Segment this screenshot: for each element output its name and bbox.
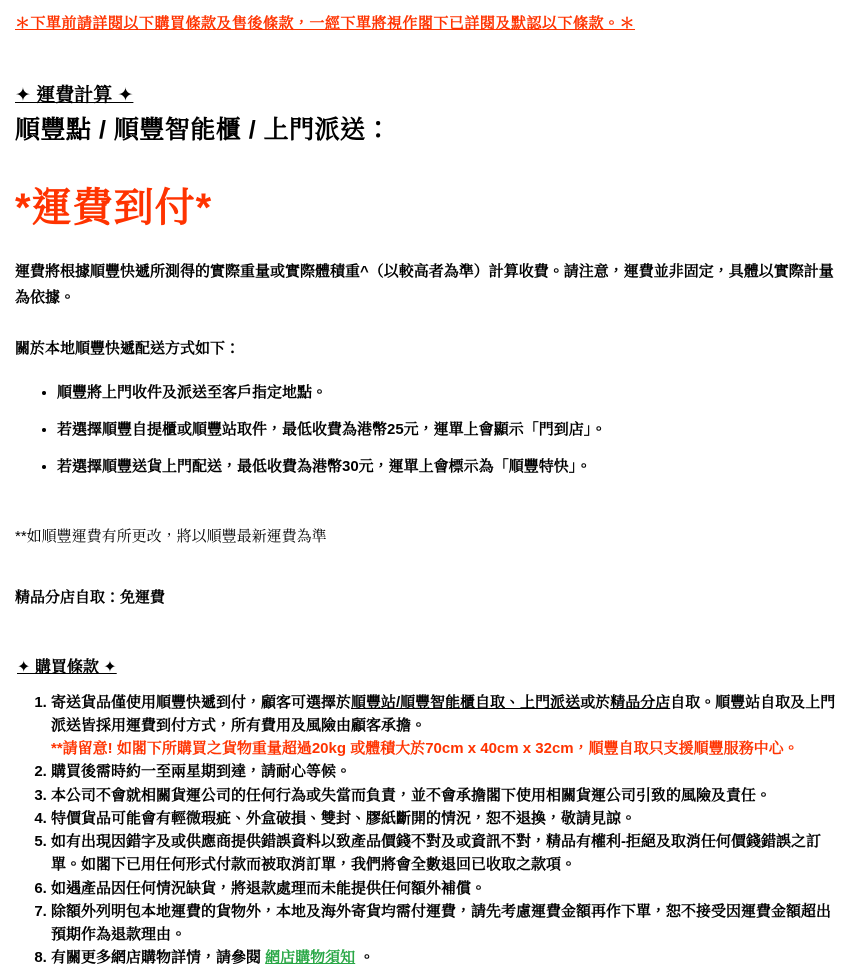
shipping-calc-heading: ✦ 運費計算 ✦ <box>15 85 134 106</box>
freight-calculation-intro: 運費將根據順豐快遞所測得的實際重量或實際體積重^（以較高者為準）計算收費。請注意，運費並非固定，具體以實際計量為依據。 <box>15 263 834 306</box>
term-item-pricing-errors <box>51 830 845 877</box>
term-text: 如有出現因錯字及或供應商提供錯誤資料以致產品價錢不對及或資訊不對，精品有權利-拒絕及取消任何價錢錯誤之訂單。如閣下已用任何形式付款而被取消訂單，我們將會全數退回已收取之款項。 <box>51 833 822 874</box>
term-item-more-info <box>51 946 845 969</box>
term-text: 自取。順豐站自取及上門派送皆採用運費到付方式，所有費用及風險由顧客承擔。 <box>51 693 836 734</box>
term-text: 。 <box>355 949 375 967</box>
freight-change-note: **如順豐運費有所更改，將以順豐最新運費為準 <box>15 527 327 545</box>
term-text: 購買後需時約一至兩星期到達，請耐心等候。 <box>51 763 352 781</box>
pre-order-notice-banner: ＊下單前請詳閱以下購買條款及售後條款，一經下單將視作閣下已詳閱及默認以下條款。＊ <box>15 15 636 32</box>
term-item-delivery-time <box>51 760 845 783</box>
term-item-shipping-method <box>51 691 845 761</box>
list-item-home-delivery <box>57 456 845 477</box>
purchase-terms-heading: ✦ 購買條款 ✦ <box>17 658 117 676</box>
term-text: 除額外列明包本地運費的貨物外，本地及海外寄貨均需付運費，請先考慮運費金額再作下單，恕不接受因運費金額超出預期作為退款理由。 <box>51 902 832 943</box>
term-text: 或於 <box>580 693 611 711</box>
shop-guide-link[interactable]: 網店購物須知 <box>265 949 356 967</box>
purchase-terms-list <box>15 691 845 970</box>
term-text: 特價貨品可能會有輕微瑕疵、外盒破損、雙封、膠紙斷開的情況，恕不退換，敬請見諒。 <box>51 809 637 827</box>
term-item-sale-goods-condition <box>51 807 845 830</box>
term-text: 本公司不會就相關貨運公司的任何行為或失當而負責，並不會承擔閣下使用相關貨運公司引致的風險及責任。 <box>51 786 772 804</box>
term-text: 有關更多網店購物詳情，請參閱 <box>51 949 266 967</box>
delivery-methods-subheading: 順豐點 / 順豐智能櫃 / 上門派送： <box>15 116 392 144</box>
weight-size-limit-warning: **請留意! 如閣下所購買之貨物重量超過20kg 或體積大於70cm x 40cm x 32cm，順豐自取只支援順豐服務中心。 <box>51 740 799 757</box>
delivery-methods-intro: 關於本地順豐快遞配送方式如下： <box>15 340 241 357</box>
boutique-store-underline: 精品分店 <box>610 693 671 711</box>
list-item-text: 若選擇順豐自提櫃或順豐站取件，最低收費為港幣25元，運單上會顯示「門到店」。 <box>57 420 607 438</box>
list-item-text: 若選擇順豐送貨上門配送，最低收費為港幣30元，運單上會標示為「順豐特快」。 <box>57 457 592 475</box>
list-item-text: 順豐將上門收件及派送至客戶指定地點。 <box>57 383 328 401</box>
list-item-door-pickup <box>57 382 845 403</box>
term-item-courier-liability <box>51 784 845 807</box>
term-text: 如遇產品因任何情況缺貨，將退款處理而未能提供任何額外補償。 <box>51 879 487 897</box>
freight-collect-highlight: *運費到付* <box>15 186 213 230</box>
store-pickup-free-note: 精品分店自取：免運費 <box>15 588 166 606</box>
term-item-shipping-fee-policy <box>51 900 845 947</box>
list-item-locker-station <box>57 419 845 440</box>
pickup-options-underline: 順豐站/順豐智能櫃自取、上門派送 <box>351 693 581 711</box>
delivery-options-list <box>15 382 845 477</box>
term-text: 寄送貨品僅使用順豐快遞到付，顧客可選擇於 <box>51 693 352 711</box>
term-item-out-of-stock <box>51 877 845 900</box>
